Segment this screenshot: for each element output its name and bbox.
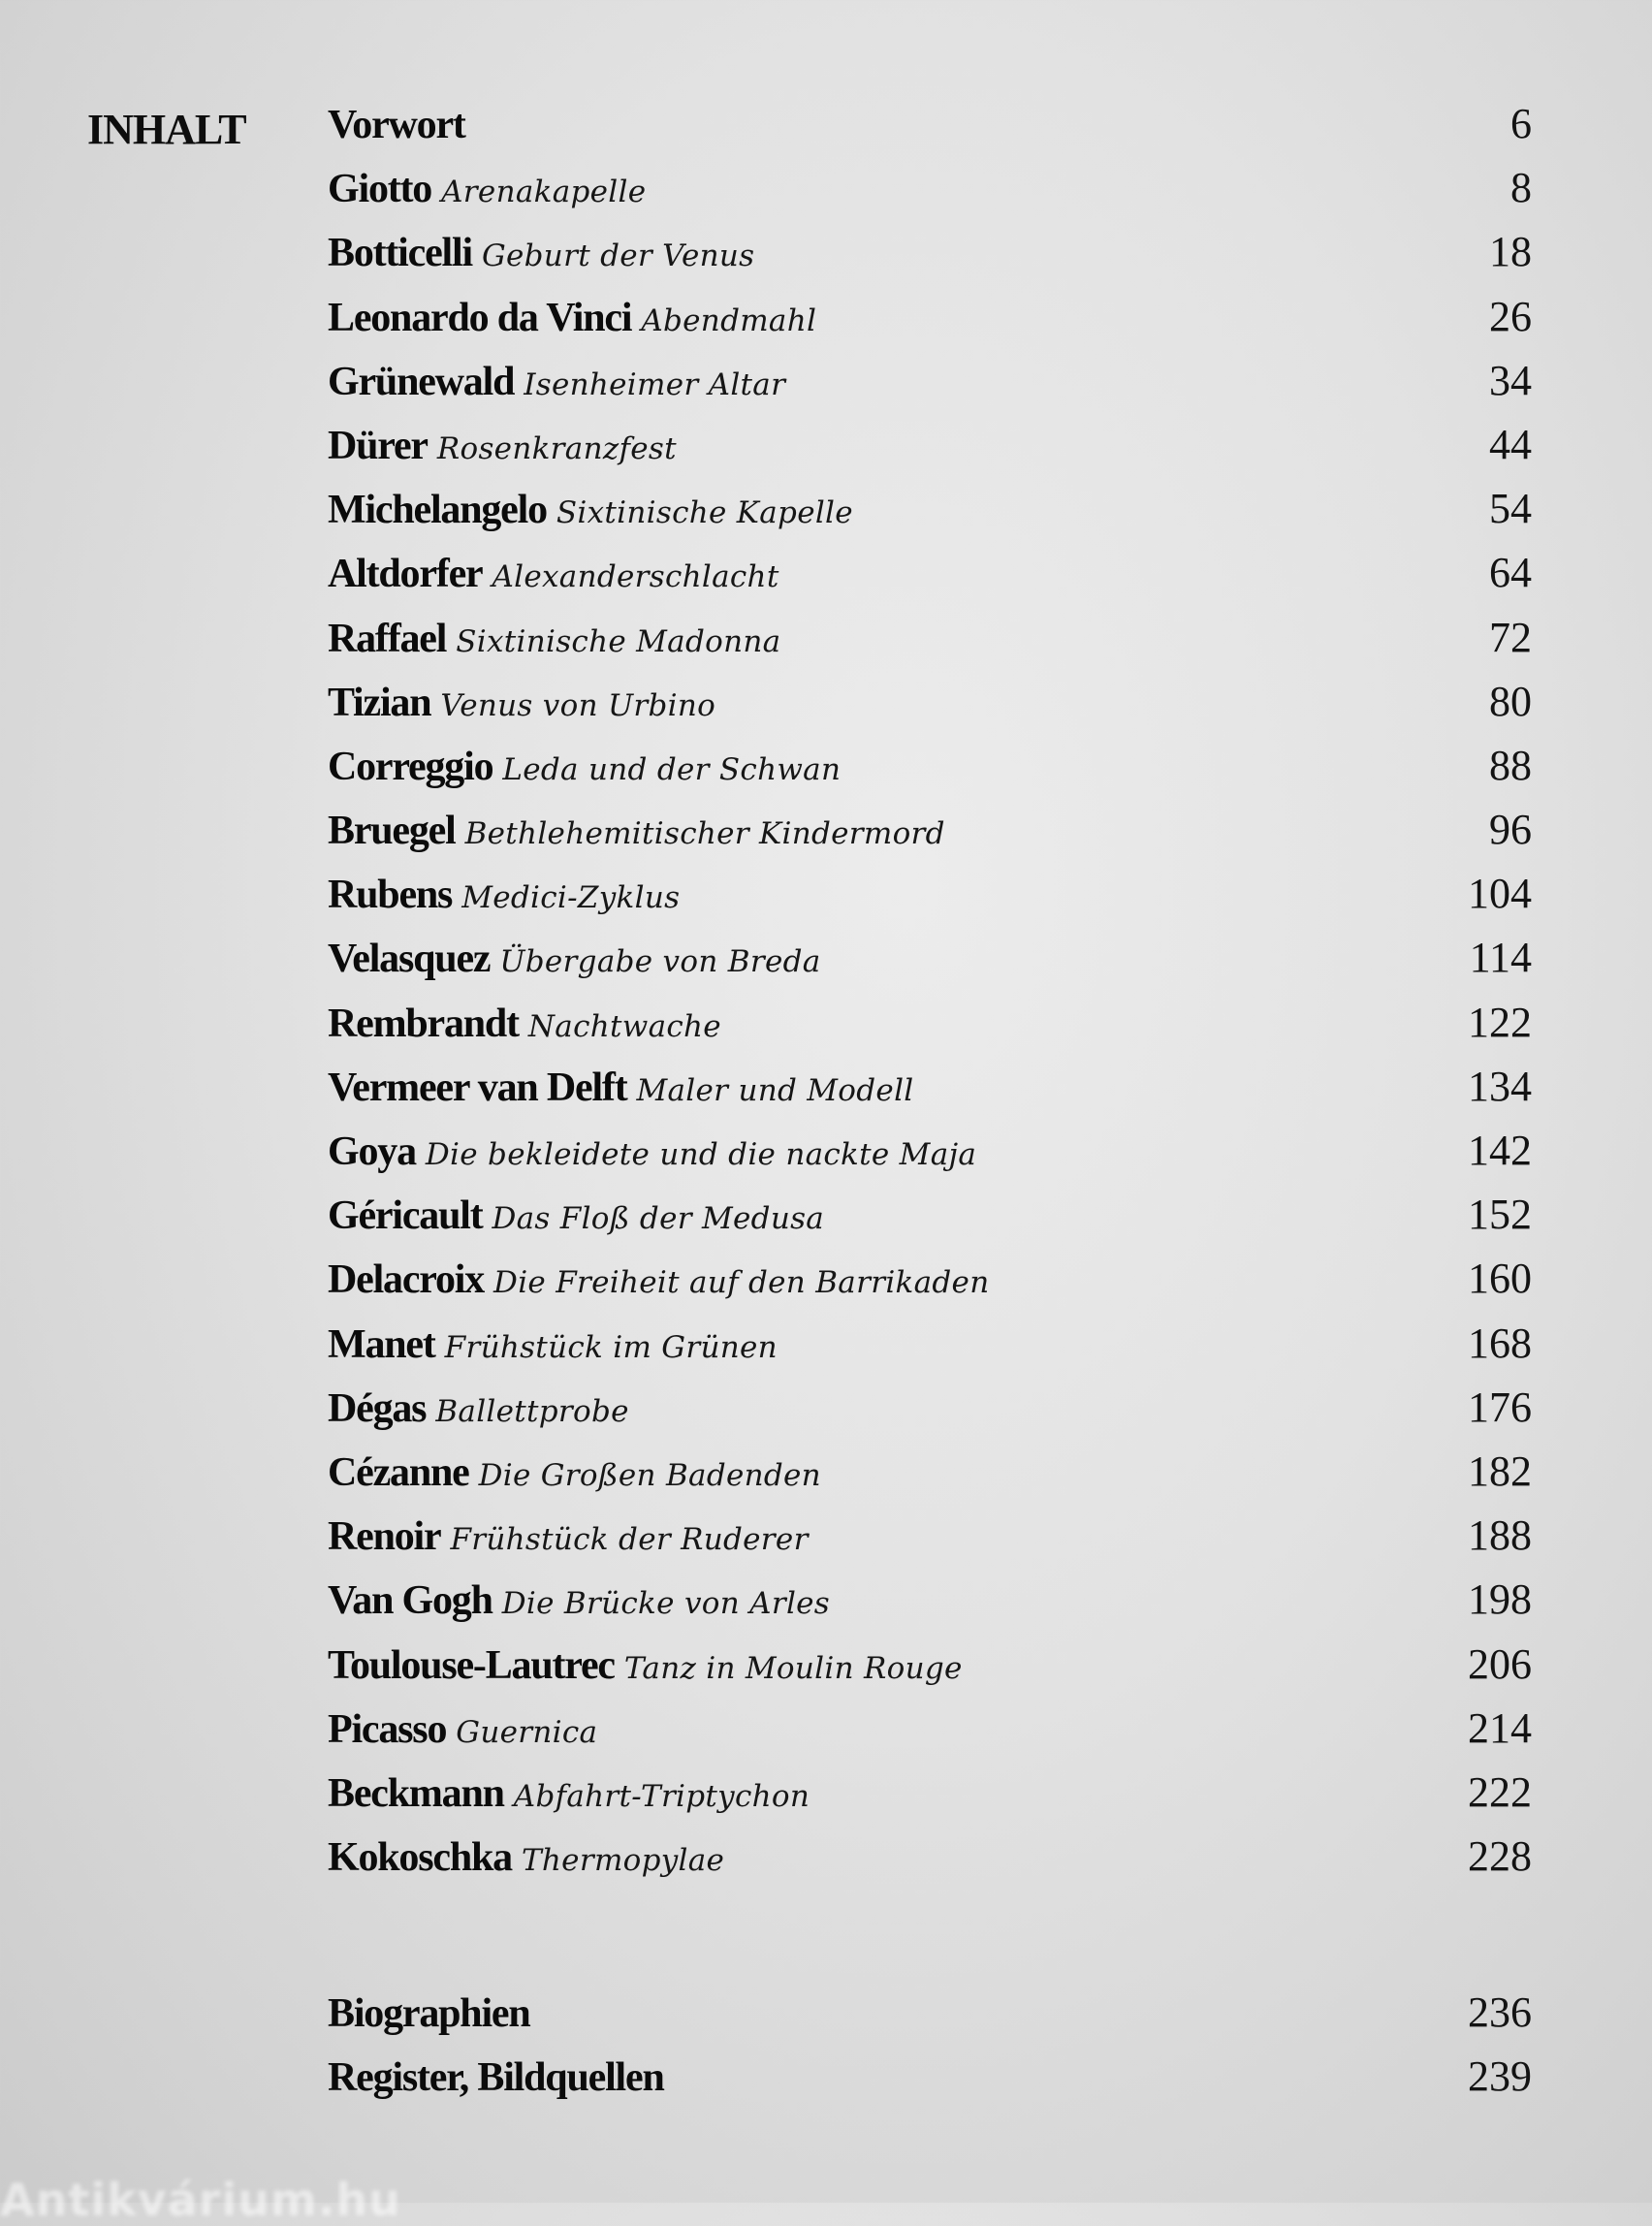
artwork-title: Die Großen Badenden [478, 1457, 821, 1493]
artist-name: Delacroix [328, 1257, 485, 1303]
toc-entry-title [328, 1192, 824, 1239]
page-number: 236 [1468, 1988, 1532, 2036]
artist-name: Picasso [328, 1706, 447, 1752]
page-number: 152 [1468, 1191, 1532, 1239]
artwork-title: Abendmahl [641, 302, 817, 338]
toc-entry-title [328, 936, 821, 982]
artist-name: Toulouse-Lautrec [328, 1642, 615, 1688]
toc-entry [328, 292, 1532, 356]
toc-entry [328, 998, 1532, 1062]
page-number: 160 [1468, 1255, 1532, 1303]
toc-entry [328, 613, 1532, 677]
artwork-title: Frühstück der Ruderer [450, 1522, 809, 1558]
toc-entry [328, 1447, 1532, 1510]
toc-entry [328, 548, 1532, 612]
toc-entry-title [328, 1065, 914, 1111]
page-number: 72 [1489, 613, 1532, 661]
toc-entry [328, 1126, 1532, 1190]
toc-entry-title [328, 1770, 810, 1817]
page-number: 239 [1468, 2052, 1532, 2100]
artwork-title: Maler und Modell [636, 1072, 914, 1108]
toc-entry [328, 99, 1532, 163]
page-number: 6 [1510, 100, 1532, 147]
toc-entry-title [328, 744, 841, 790]
artwork-title: Isenheimer Altar [524, 366, 786, 402]
artist-name: Altdorfer [328, 552, 483, 597]
page-number: 64 [1489, 549, 1532, 597]
toc-entry [328, 420, 1532, 484]
page-number: 114 [1469, 934, 1532, 982]
artwork-title: Die bekleidete und die nackte Maja [425, 1137, 977, 1172]
toc-entry-title [328, 1449, 821, 1496]
appendix-list [328, 1988, 1532, 2115]
toc-entry [328, 741, 1532, 805]
toc-entry [328, 1383, 1532, 1447]
toc-entry-title [328, 1001, 721, 1047]
toc-entry-title [328, 1129, 976, 1175]
artist-name: Correggio [328, 744, 493, 789]
toc-entry-title [328, 872, 680, 918]
toc-entry-title [328, 680, 715, 726]
artist-name: Renoir [328, 1514, 441, 1560]
toc-entry-title [328, 230, 754, 276]
toc-entry-title [328, 616, 780, 662]
toc-entry [328, 484, 1532, 548]
toc-entry [328, 1510, 1532, 1574]
artwork-title: Venus von Urbino [440, 687, 716, 723]
toc-entry [328, 677, 1532, 741]
artist-name: Kokoschka [328, 1835, 512, 1881]
artwork-title: Sixtinische Madonna [456, 623, 781, 659]
artist-name: Géricault [328, 1193, 483, 1239]
toc-entry [328, 163, 1532, 227]
artist-name: Van Gogh [328, 1578, 492, 1624]
toc-entry-title [328, 423, 677, 469]
toc-entry [328, 1190, 1532, 1254]
page-number: 54 [1489, 485, 1532, 533]
artwork-title: Arenakapelle [441, 175, 647, 210]
artwork-title: Sixtinische Kapelle [556, 495, 853, 531]
artist-name: Rembrandt [328, 1001, 519, 1046]
toc-entry-title [328, 359, 785, 405]
artwork-title: Das Floß der Medusa [492, 1201, 825, 1237]
artist-name: Rubens [328, 873, 453, 918]
artwork-title: Alexanderschlacht [492, 559, 779, 595]
toc-entry [328, 1767, 1532, 1831]
toc-entry [328, 227, 1532, 291]
toc-entry [328, 1574, 1532, 1638]
artist-name: Leonardo da Vinci [328, 295, 632, 340]
artist-name: Giotto [328, 167, 432, 212]
artist-name: Tizian [328, 680, 431, 725]
toc-entry-title [328, 102, 465, 148]
artwork-title: Thermopylae [521, 1843, 725, 1879]
artist-name: Vermeer van Delft [328, 1065, 627, 1110]
artist-name: Vorwort [328, 103, 465, 147]
toc-entry-title [328, 1577, 830, 1624]
artwork-title: Abfahrt-Triptychon [513, 1778, 810, 1814]
artist-name: Botticelli [328, 231, 472, 276]
artwork-title: Nachtwache [527, 1008, 721, 1044]
toc-entry [328, 869, 1532, 933]
page-number: 8 [1510, 164, 1532, 212]
page-number: 80 [1489, 677, 1532, 725]
toc-entry [328, 1703, 1532, 1767]
toc-entry-title [328, 487, 853, 533]
artwork-title: Medici-Zyklus [461, 880, 681, 916]
appendix-entry [328, 2051, 1532, 2115]
artist-name: Velasquez [328, 937, 491, 982]
page-number: 96 [1489, 806, 1532, 854]
page-number: 188 [1468, 1511, 1532, 1560]
toc-entry-title [328, 1642, 963, 1689]
artist-name: Manet [328, 1321, 435, 1367]
artwork-title: Tanz in Moulin Rouge [623, 1650, 963, 1686]
toc-entry-title [328, 1513, 809, 1560]
toc-entry [328, 1319, 1532, 1383]
artwork-title: Die Brücke von Arles [501, 1586, 831, 1622]
artwork-title: Ballettprobe [435, 1393, 629, 1429]
toc-entry-title [328, 1321, 778, 1368]
toc-entry [328, 1831, 1532, 1895]
artwork-title: Übergabe von Breda [499, 944, 821, 980]
toc-entry-title [328, 1706, 597, 1753]
toc-list [328, 99, 1532, 1895]
toc-entry-title [328, 808, 945, 854]
appendix-entry [328, 1988, 1532, 2051]
artist-name: Bruegel [328, 809, 456, 854]
toc-entry-title [328, 1256, 989, 1303]
toc-entry-title [328, 551, 779, 597]
appendix-title: Biographien [328, 1991, 530, 2036]
page-number: 134 [1468, 1062, 1532, 1110]
artist-name: Grünewald [328, 359, 515, 404]
toc-entry [328, 1639, 1532, 1703]
page-number: 44 [1489, 420, 1532, 468]
page-number: 176 [1468, 1383, 1532, 1431]
page-number: 222 [1468, 1767, 1532, 1816]
page-number: 214 [1468, 1703, 1532, 1752]
toc-entry [328, 805, 1532, 869]
page-number: 182 [1468, 1447, 1532, 1495]
page-number: 26 [1489, 292, 1532, 340]
page-number: 142 [1468, 1127, 1532, 1174]
toc-entry-title [328, 1385, 629, 1432]
page-number: 104 [1468, 870, 1532, 918]
page-number: 88 [1489, 741, 1532, 789]
artwork-title: Frühstück im Grünen [444, 1329, 778, 1365]
artist-name: Dürer [328, 423, 428, 468]
page-number: 206 [1468, 1639, 1532, 1688]
page-number: 168 [1468, 1319, 1532, 1367]
artist-name: Raffael [328, 616, 447, 661]
toc-entry [328, 933, 1532, 997]
page-number: 18 [1489, 228, 1532, 276]
artwork-title: Rosenkranzfest [436, 430, 677, 466]
artwork-title: Bethlehemitischer Kindermord [464, 816, 945, 852]
artwork-title: Geburt der Venus [481, 238, 755, 274]
artwork-title: Guernica [456, 1714, 598, 1750]
toc-entry-title [328, 1834, 724, 1881]
artwork-title: Die Freiheit auf den Barrikaden [493, 1265, 990, 1301]
artist-name: Goya [328, 1129, 416, 1174]
artist-name: Dégas [328, 1385, 427, 1431]
artist-name: Michelangelo [328, 488, 547, 533]
toc-entry [328, 1254, 1532, 1318]
toc-entry-title [328, 166, 646, 212]
toc-entry [328, 1062, 1532, 1126]
page-number: 122 [1468, 998, 1532, 1046]
toc-entry [328, 356, 1532, 420]
page-number: 228 [1468, 1832, 1532, 1881]
page-number: 198 [1468, 1575, 1532, 1624]
artist-name: Beckmann [328, 1770, 504, 1816]
watermark: Antikvárium.hu [0, 2174, 401, 2226]
appendix-title: Register, Bildquellen [328, 2055, 664, 2100]
artwork-title: Leda und der Schwan [502, 751, 842, 787]
toc-heading: INHALT [87, 106, 246, 153]
page-number: 34 [1489, 356, 1532, 404]
toc-entry-title [328, 295, 816, 341]
artist-name: Cézanne [328, 1449, 469, 1495]
